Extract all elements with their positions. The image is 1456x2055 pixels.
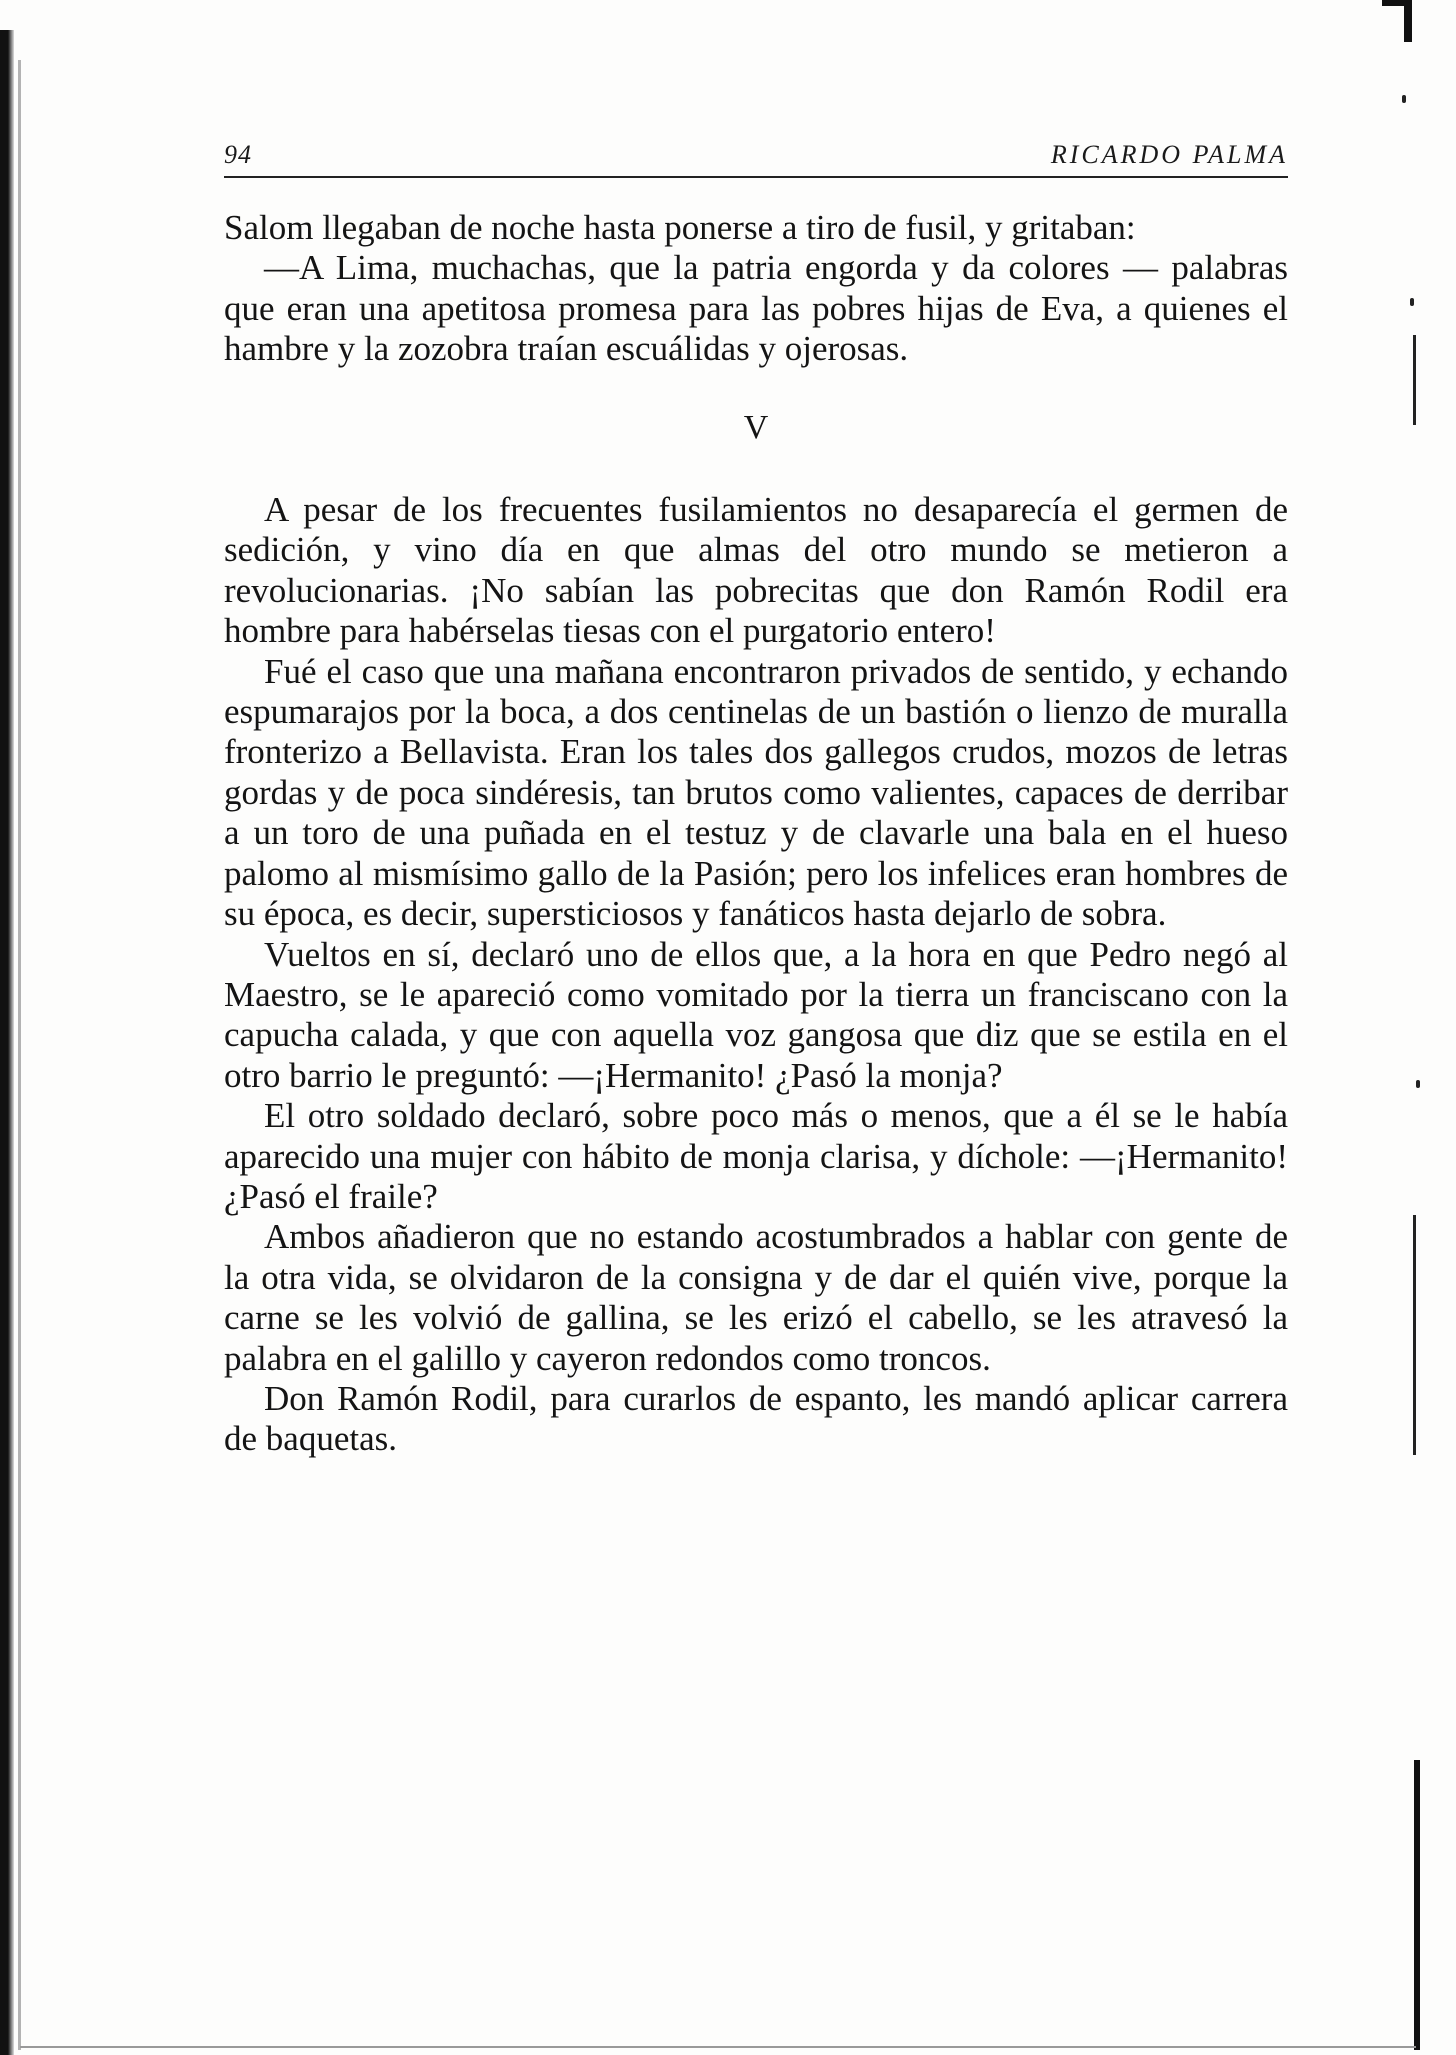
paragraph: Ambos añadieron que no estando acostumbrados a hablar con gente de la otra vida, se olvidaron de la consigna y de dar el quién vive, porque la carne se les volvió de gallina, se les erizó el cabello, se les atravesó la palabra en el galillo y cayeron redondos como troncos.	[224, 1217, 1288, 1378]
paragraph: —A Lima, muchachas, que la patria engorda y da colores — palabras que eran una apetitosa promesa para las pobres hijas de Eva, a quienes el hambre y la zozobra traían escuálidas y ojerosas.	[224, 248, 1288, 369]
scan-corner-mark-hook	[1382, 0, 1412, 6]
binding-shadow	[0, 30, 14, 2055]
scan-artifact-dot	[1410, 298, 1414, 306]
scan-artifact-dot	[1402, 95, 1406, 103]
section-heading: V	[743, 408, 769, 446]
scan-artifact-line	[1413, 1215, 1416, 1455]
paragraph: Salom llegaban de noche hasta ponerse a tiro de fusil, y gritaban:	[224, 208, 1136, 247]
page-bottom-edge	[20, 2046, 1416, 2048]
scan-artifact-line	[1414, 1760, 1420, 2050]
paragraph: Vueltos en sí, declaró uno de ellos que, a la hora en que Pedro negó al Maestro, se le apareció como vomitado por la tierra un franciscano con la capucha calada, y que con aquella voz gangosa que diz que se estila en el otro barrio le preguntó: —¡Hermanito! ¿Pasó la monja?	[224, 934, 1288, 1095]
scan-artifact-dot	[1416, 1080, 1420, 1088]
body-text	[224, 208, 1288, 1460]
scan-margin-line	[18, 60, 21, 2050]
paragraph: El otro soldado declaró, sobre poco más o menos, que a él se le había aparecido una mujer con hábito de monja clarisa, y díchole: —¡Hermanito! ¿Pasó el fraile?	[224, 1096, 1288, 1216]
running-header	[224, 140, 1288, 178]
paragraph: A pesar de los frecuentes fusilamientos no desaparecía el germen de sedición, y vino día en que almas del otro mundo se metieron a revolucionarias. ¡No sabían las pobrecitas que don Ramón Rodil era hombre para habérselas tiesas con el purgatorio entero!	[224, 490, 1288, 651]
page-number: 94	[224, 140, 252, 169]
scan-corner-mark	[1404, 0, 1412, 42]
scan-artifact-line	[1413, 335, 1416, 425]
paragraph: Don Ramón Rodil, para curarlos de espanto, les mandó aplicar carrera de baquetas.	[224, 1378, 1288, 1459]
paragraph: Fué el caso que una mañana encontraron privados de sentido, y echando espumarajos por la boca, a dos centinelas de un bastión o lienzo de muralla fronterizo a Bellavista. Eran los tales dos gallegos crudos, mozos de letras gordas y de poca sindéresis, tan brutos como valientes, capaces de derribar a un toro de una puñada en el testuz y de clavarle una bala en el hueso palomo al mismísimo gallo de la Pasión; pero los infelices eran hombres de su época, es decir, supersticiosos y fanáticos hasta dejarlo de sobra.	[224, 651, 1288, 934]
running-title: RICARDO PALMA	[1050, 140, 1288, 169]
